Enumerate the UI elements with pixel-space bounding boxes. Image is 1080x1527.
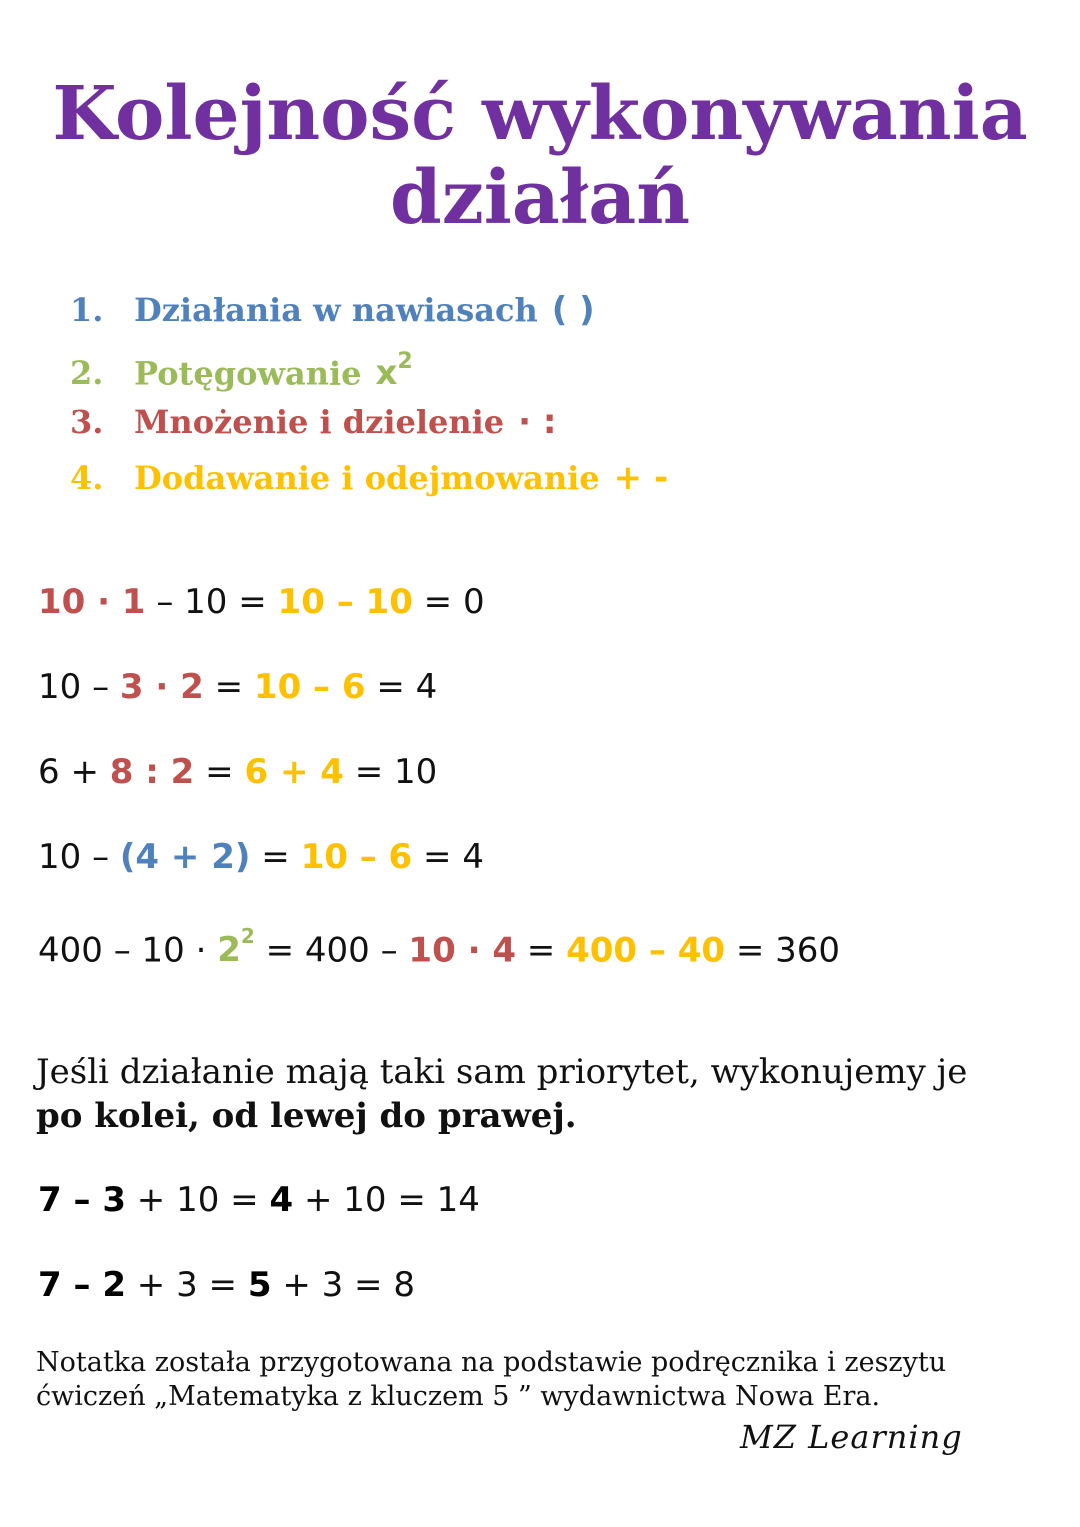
equation	[38, 1172, 1038, 1257]
note-bold: po kolei, od lewej do prawej.	[36, 1096, 577, 1136]
equation-part: 3 · 2	[119, 667, 204, 707]
rule-symbol: · :	[518, 402, 557, 442]
footer-line-1: Notatka została przygotowana na podstawie podręcznika i zeszytu	[36, 1347, 947, 1378]
equation-part: 4	[269, 1180, 294, 1220]
rule-number: 2.	[70, 354, 104, 393]
equation-part: 10 · 4	[408, 930, 516, 971]
equation-part: = 400 –	[254, 930, 409, 971]
equation-part: – 10 =	[145, 582, 278, 622]
equation-part: = 4	[412, 837, 484, 877]
equation-part: =	[194, 752, 245, 792]
equation-part: 10 –	[38, 837, 120, 877]
page-title	[0, 72, 1080, 240]
equation-part: = 10	[343, 752, 438, 792]
equation-part: = 360	[725, 930, 841, 971]
equation-part: 10 –	[38, 667, 120, 707]
rule-symbol: ( )	[551, 290, 595, 330]
equation-part: + 3 =	[126, 1265, 248, 1305]
equation	[38, 574, 1038, 659]
equation-part: 6 +	[38, 752, 110, 792]
equation-part: 10 – 6	[300, 837, 413, 877]
rule-text: Potęgowanie	[134, 354, 362, 393]
rule-text: Działania w nawiasach	[134, 291, 538, 329]
rule-item	[70, 394, 970, 450]
equation-part: 400 – 40	[566, 930, 726, 971]
equation-part: =	[515, 930, 567, 971]
order-rules-list	[70, 282, 970, 506]
rule-text: Dodawanie i odejmowanie	[134, 459, 600, 497]
rule-item	[70, 338, 970, 394]
equation-part: 6 + 4	[244, 752, 344, 792]
footer-line-2: ćwiczeń „Matematyka z kluczem 5 ” wydawnictwa Nowa Era.	[36, 1381, 881, 1412]
rule-symbol: + -	[613, 458, 669, 498]
title-line-1: Kolejność wykonywania	[52, 71, 1028, 157]
rule-number: 1.	[70, 291, 104, 329]
examples-list	[38, 574, 1038, 999]
equation	[38, 744, 1038, 829]
equation-part: = 0	[412, 582, 485, 622]
signature: MZ Learning	[740, 1418, 963, 1456]
equation-part: + 3 = 8	[271, 1265, 415, 1305]
note-text: Jeśli działanie mają taki sam priorytet, wykonujemy je	[36, 1052, 968, 1092]
rule-item	[70, 450, 970, 506]
equation-superscript: 2	[240, 924, 255, 948]
equation-part: =	[250, 837, 301, 877]
equation-part: + 10 = 14	[293, 1180, 480, 1220]
equation-part: 10 – 6	[253, 667, 366, 707]
rule-superscript: 2	[397, 349, 413, 374]
rule-number: 3.	[70, 403, 104, 441]
equation-part: = 4	[365, 667, 438, 707]
equation-part: $2^2$	[217, 924, 255, 971]
title-line-2: działań	[389, 155, 691, 241]
equation-part: 10 – 10	[277, 582, 413, 622]
rule-number: 4.	[70, 459, 104, 497]
same-priority-examples	[38, 1172, 1038, 1342]
rule-text: Mnożenie i dzielenie	[134, 403, 505, 441]
equation	[38, 914, 1038, 999]
equation-part: 400 – 10 ·	[38, 930, 218, 971]
source-footer	[36, 1346, 1046, 1414]
equation	[38, 829, 1038, 914]
equation-part: =	[203, 667, 254, 707]
equation-part: 5	[247, 1265, 272, 1305]
equation	[38, 659, 1038, 744]
equation-part: 10 · 1	[38, 582, 146, 622]
equation	[38, 1257, 1038, 1342]
equation-part: 7 – 3	[38, 1180, 126, 1220]
equation-part: 7 – 2	[38, 1265, 126, 1305]
rule-item	[70, 282, 970, 338]
equation-part: 8 : 2	[109, 752, 195, 792]
rule-symbol: $x^2$	[375, 349, 413, 394]
equation-part: + 10 =	[126, 1180, 270, 1220]
equation-part: (4 + 2)	[119, 837, 251, 877]
same-priority-note	[36, 1050, 1046, 1138]
